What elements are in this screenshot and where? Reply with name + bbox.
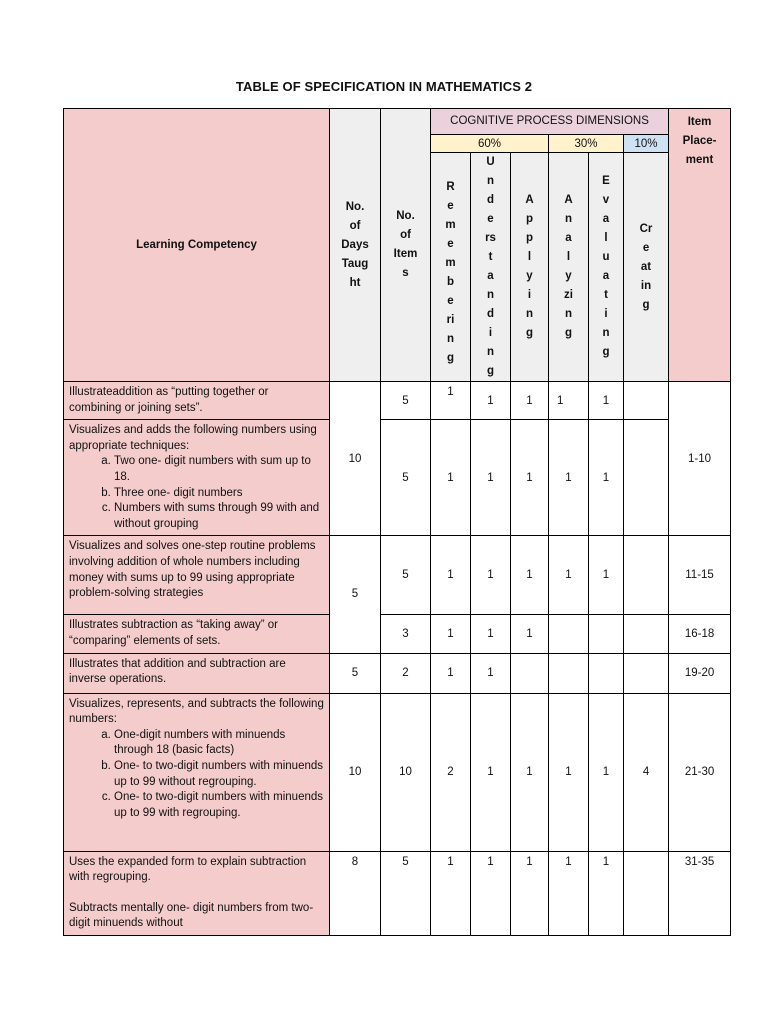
placement-cell: 21-30 <box>669 693 731 851</box>
understanding-cell: 1 <box>471 420 511 536</box>
understanding-cell: 1 <box>471 693 511 851</box>
item-placement-header: Item Place- ment <box>669 109 731 382</box>
table-row <box>64 851 731 935</box>
placement-cell: 31-35 <box>669 851 731 935</box>
items-cell: 10 <box>381 693 431 851</box>
competency-cell: Visualizes and adds the following numbers using appropriate techniques: a. Two one- digit numbers with sum up to 18. b. Three one- digit numbers c. Numbers with sums through 99 with and without grouping <box>64 420 330 536</box>
learning-competency-header: Learning Competency <box>64 109 330 382</box>
analyzing-cell: 1 <box>549 693 589 851</box>
analyzing-cell: 1 <box>549 851 589 935</box>
remembering-cell: 1 <box>431 851 471 935</box>
analyzing-cell: 1 <box>549 382 589 420</box>
creating-cell <box>624 851 669 935</box>
creating-cell <box>624 382 669 420</box>
remembering-cell: 1 <box>431 420 471 536</box>
remembering-cell: 1 <box>431 615 471 653</box>
items-cell: 3 <box>381 615 431 653</box>
evaluating-cell <box>589 653 624 693</box>
percent-30-header: 30% <box>549 135 624 153</box>
creating-cell <box>624 653 669 693</box>
competency-cell: Illustrateaddition as “putting together or combining or joining sets”. <box>64 382 330 420</box>
items-cell: 5 <box>381 382 431 420</box>
competency-cell: Visualizes and solves one-step routine problems involving addition of whole numbers including money with sums up to 99 using appropriate problem-solving strategies <box>64 536 330 615</box>
table-row <box>64 615 731 653</box>
page-title: TABLE OF SPECIFICATION IN MATHEMATICS 2 <box>235 79 533 94</box>
creating-cell <box>624 420 669 536</box>
items-cell: 5 <box>381 851 431 935</box>
understanding-cell: 1 <box>471 615 511 653</box>
days-cell: 10 <box>330 382 381 536</box>
understanding-header: U n d e rs t a n d i n g <box>471 153 511 382</box>
number-of-items-header: No. of Item s <box>381 109 431 382</box>
items-cell: 5 <box>381 536 431 615</box>
analyzing-cell: 1 <box>549 536 589 615</box>
remembering-cell: 1 <box>431 653 471 693</box>
remembering-header: R e m e m b e ri n g <box>431 153 471 382</box>
specification-table <box>63 108 731 936</box>
items-cell: 2 <box>381 653 431 693</box>
days-cell: 5 <box>330 536 381 653</box>
remembering-cell: 1 <box>431 536 471 615</box>
evaluating-cell: 1 <box>589 420 624 536</box>
remembering-cell: 2 <box>431 693 471 851</box>
creating-header: Cr e at in g <box>624 153 669 382</box>
applying-cell: 1 <box>511 420 549 536</box>
percent-10-header: 10% <box>624 135 669 153</box>
applying-header: A p p l y i n g <box>511 153 549 382</box>
analyzing-cell <box>549 653 589 693</box>
analyzing-cell: 1 <box>549 420 589 536</box>
understanding-cell: 1 <box>471 536 511 615</box>
understanding-cell: 1 <box>471 653 511 693</box>
creating-cell <box>624 615 669 653</box>
applying-cell: 1 <box>511 382 549 420</box>
table-row <box>64 653 731 693</box>
table-row <box>64 420 731 536</box>
percent-60-header: 60% <box>431 135 549 153</box>
applying-cell: 1 <box>511 851 549 935</box>
table-row <box>64 536 731 615</box>
days-taught-header: No. of Days Taug ht <box>330 109 381 382</box>
evaluating-cell: 1 <box>589 382 624 420</box>
cognitive-process-header: COGNITIVE PROCESS DIMENSIONS <box>431 109 669 135</box>
applying-cell <box>511 653 549 693</box>
remembering-cell: 1 <box>431 382 471 420</box>
evaluating-header: E v a l u a t i n g <box>589 153 624 382</box>
days-cell: 5 <box>330 653 381 693</box>
table-row <box>64 382 731 420</box>
understanding-cell: 1 <box>471 382 511 420</box>
understanding-cell: 1 <box>471 851 511 935</box>
items-cell: 5 <box>381 420 431 536</box>
competency-cell: Illustrates subtraction as “taking away” or “comparing” elements of sets. <box>64 615 330 653</box>
competency-cell: Visualizes, represents, and subtracts the following numbers: a. One-digit numbers with minuends through 18 (basic facts) b. One- to two-digit numbers with minuends up to 99 without regrouping. c. One- to two-digit numbers with minuends up to 99 with regrouping. <box>64 693 330 851</box>
placement-cell: 16-18 <box>669 615 731 653</box>
competency-cell: Illustrates that addition and subtraction are inverse operations. <box>64 653 330 693</box>
placement-cell: 11-15 <box>669 536 731 615</box>
days-cell: 8 <box>330 851 381 935</box>
evaluating-cell <box>589 615 624 653</box>
evaluating-cell: 1 <box>589 851 624 935</box>
days-cell: 10 <box>330 693 381 851</box>
creating-cell <box>624 536 669 615</box>
evaluating-cell: 1 <box>589 693 624 851</box>
competency-cell: Uses the expanded form to explain subtraction with regrouping. Subtracts mentally one- digit numbers from two- digit minuends without <box>64 851 330 935</box>
placement-cell: 19-20 <box>669 653 731 693</box>
analyzing-cell <box>549 615 589 653</box>
placement-cell: 1-10 <box>669 382 731 536</box>
applying-cell: 1 <box>511 536 549 615</box>
evaluating-cell: 1 <box>589 536 624 615</box>
table-row <box>64 693 731 851</box>
analyzing-header: A n a l y zi n g <box>549 153 589 382</box>
applying-cell: 1 <box>511 615 549 653</box>
applying-cell: 1 <box>511 693 549 851</box>
creating-cell: 4 <box>624 693 669 851</box>
